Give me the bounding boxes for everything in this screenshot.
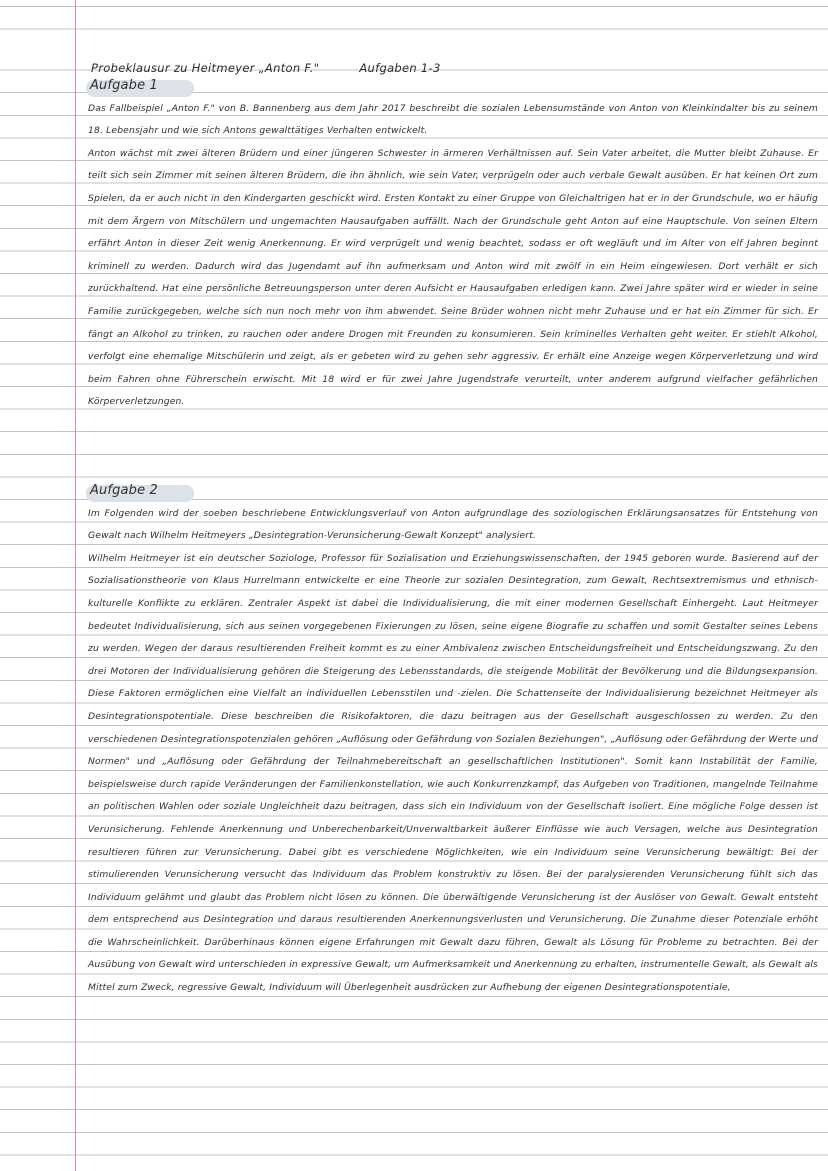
task1-heading: Aufgabe 1	[88, 75, 164, 98]
task2-paragraph-2: Wilhelm Heitmeyer ist ein deutscher Soziologe, Professor für Sozialisation und Erziehungswissenschaften, der 1945 geboren wurde. Basierend auf der Sozialisationstheorie von Klaus Hurrelmann entwickelte er eine Theorie zur sozialen Desintegration, zum Gewalt, Rechtsextremismus und ethnisch-kulturelle Konflikte zu erklären. Zentraler Aspekt ist dabei die Individualisierung, die mit einer modernen Gesellschaft Einhergeht. Laut Heitmeyer bedeutet Individualisierung, sich aus seinen vorgegebenen Fixierungen zu lösen, seine eigene Biografie zu schaffen und somit Gestalter seines Lebens zu werden. Wegen der daraus resultierenden Freiheit kommt es zu einer Ambivalenz zwischen Entscheidungsfreiheit und Entscheidungszwang. Zu den drei Motoren der Individualisierung gehören die Steigerung des Lebensstandards, die steigende Mobilität der Bevölkerung und die Bildungsexpansion. Diese Faktoren ermöglichen eine Vielfalt an individuellen Lebensstilen und -zielen. Die Schattenseite der Individualisierung bezeichnet Heitmeyer als Desintegrationspotentiale. Diese beschreiben die Risikofaktoren, die dazu beitragen aus der Gesellschaft ausgeschlossen zu werden. Zu den verschiedenen Desintegrationspotenzialen gehören „Auflösung oder Gefährdung von Sozialen Beziehungen", „Auflösung oder Gefährdung der Werte und Normen" und „Auflösung oder Gefährdung der Teilnahmebereitschaft an gesellschaftlichen Institutionen". Somit kann Instabilität der Familie, beispielsweise durch rapide Veränderungen der Familienkonstellation, wie auch Konkurrenzkampf, das Aufgeben von Traditionen, mangelnde Teilnahme an politischen Wahlen oder soziale Ungleichheit dazu beitragen, dass sich ein Individuum von der Gesellschaft isoliert. Eine mögliche Folge dessen ist Verunsicherung. Fehlende Anerkennung und Unberechenbarkeit/Unverwaltbarkeit äußerer Einflüsse wie auch Versagen, welche aus Desintegration resultieren führen zur Verunsicherung. Dabei gibt es verschiedene Möglichkeiten, wie ein Individuum seine Verunsicherung bewältigt: Bei der stimulierenden Verunsicherung versucht das Individuum das Problem konstruktiv zu lösen. Bei der paralysierenden Verunsicherung fühlt sich das Individuum gelähmt und glaubt das Problem nicht lösen zu können. Die überwältigende Verunsicherung ist der Auslöser von Gewalt. Gewalt entsteht dem entsprechend aus Desintegration und daraus resultierenden Anerkennungsverlusten und Verunsicherung. Die Zunahme dieser Potenziale erhöht die Wahrscheinlichkeit. Darüberhinaus können eigene Erfahrungen mit Gewalt dazu führen, Gewalt als Lösung für Probleme zu betrachten. Bei der Ausübung von Gewalt wird unterschieden in expressive Gewalt, um Aufmerksamkeit und Anerkennung zu erhalten, instrumentelle Gewalt, als Gewalt als Mittel zum Zweck, regressive Gewalt, Individuum will Überlegenheit ausdrücken zur Aufhebung der eigenen Desintegrationspotentiale,	[88, 552, 818, 994]
header-subject: Probeklausur zu Heitmeyer „Anton F."	[91, 61, 320, 75]
task1-paragraph-2: Anton wächst mit zwei älteren Brüdern und einer jüngeren Schwester in ärmeren Verhältnissen auf. Sein Vater arbeitet, die Mutter bleibt Zuhause. Er teilt sich sein Zimmer mit seinen älteren Brüdern, die ihn ähnlich, wie sein Vater, verprügeln oder auch verbale Gewalt ausüben. Er hat keinen Ort zum Spielen, da er auch nicht in den Kindergarten geschickt wird. Ersten Kontakt zu einer Gruppe von Gleichaltrigen hat er in der Grundschule, wo er häufig mit dem Ärgern von Mitschülern und ungemachten Hausaufgaben auffällt. Nach der Grundschule geht Anton auf eine Hauptschule. Von seinen Eltern erfährt Anton in dieser Zeit wenig Anerkennung. Er wird verprügelt und wenig beachtet, sodass er oft wegläuft und im Alter von elf Jahren beginnt kriminell zu werden. Dadurch wird das Jugendamt auf ihn aufmerksam und Anton wird mit zwölf in ein Heim eingewiesen. Dort verhält er sich zurückhaltend. Hat eine persönliche Betreuungsperson unter deren Aufsicht er Hausaufgaben erledigen kann. Zwei Jahre später wird er wieder in seine Familie zurückgegeben, welche sich nun noch mehr von ihm abwendet. Seine Brüder wohnen nicht mehr Zuhause und er hat ein Zimmer für sich. Er fängt an Alkohol zu trinken, zu rauchen oder andere Drogen mit Freunden zu konsumieren. Sein kriminelles Verhalten geht weiter. Er stiehlt Alkohol, verfolgt eine ehemalige Mitschülerin und zeigt, als er gebeten wird zu gehen sehr aggressiv. Er erhält eine Anzeige wegen Körperverletzung und wird beim Fahren ohne Führerschein erwischt. Mit 18 wird er für zwei Jahre Jugendstrafe verurteilt, unter anderem aufgrund vielfacher gefährlichen Körperverletzungen.	[88, 147, 818, 408]
margin-line	[75, 0, 76, 1171]
task2-heading: Aufgabe 2	[88, 480, 164, 503]
task1-paragraph-1: Das Fallbeispiel „Anton F." von B. Bannenberg aus dem Jahr 2017 beschreibt die sozialen Lebensumstände von Anton von Kleinkindalter bis zu seinem 18. Lebensjahr und wie sich Antons gewalttätiges Verhalten entwickelt.	[88, 102, 818, 137]
task2-section	[88, 480, 818, 1000]
task1-section	[88, 75, 818, 414]
header-tasks: Aufgaben 1-3	[359, 61, 441, 75]
task2-paragraph-1: Im Folgenden wird der soeben beschriebene Entwicklungsverlauf von Anton aufgrundlage des soziologischen Erklärungsansatzes für Entstehung von Gewalt nach Wilhelm Heitmeyers „Desintegration-Verunsicherung-Gewalt Konzept" analysiert.	[88, 507, 818, 542]
